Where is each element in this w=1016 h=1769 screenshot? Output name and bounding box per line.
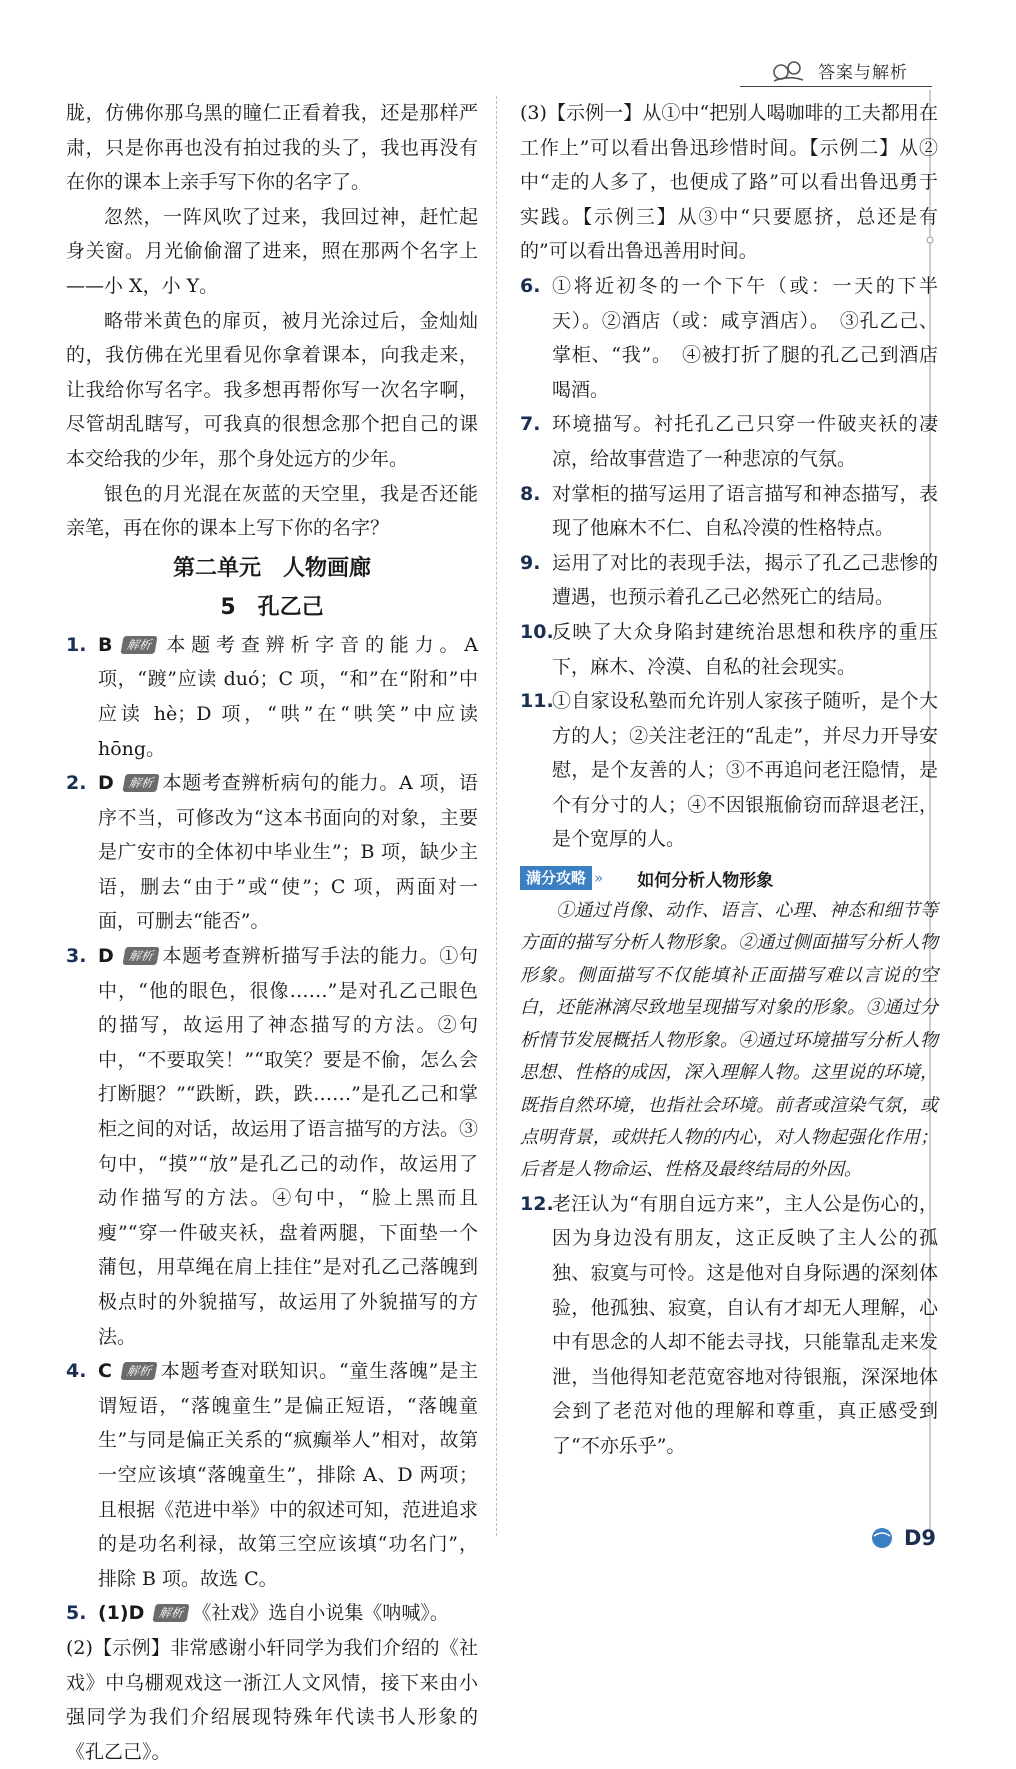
question-number: 2. xyxy=(66,772,87,795)
essay-paragraph: 忽然，一阵风吹了过来，我回过神，赶忙起身关窗。月光偷偷溜了进来，照在那两个名字上——小 X，小 Y。 xyxy=(66,205,478,297)
question-explanation: 《社戏》选自小说集《呐喊》。 xyxy=(192,1602,449,1625)
right-column xyxy=(520,96,938,1463)
essay-paragraph: 银色的月光混在灰蓝的天空里，我是否还能亲笔，再在你的课本上写下你的名字？ xyxy=(66,482,478,540)
question-explanation: 本题考查辨析字音的能力。A 项，“踱”应读 duó；C 项，“和”在“附和”中应读 hè；D 项，“哄”在“哄笑”中应读 hōng。 xyxy=(98,633,478,760)
question-number: 12. xyxy=(520,1192,554,1215)
question-answer: 环境描写。衬托孔乙己只穿一件破夹袄的凄凉，给故事营造了一种悲凉的气氛。 xyxy=(552,413,938,470)
question-number: 11. xyxy=(520,690,554,713)
question-number: 9. xyxy=(520,551,541,574)
question-5-part-2: (2)【示例】非常感谢小轩同学为我们介绍的《社戏》中乌棚观戏这一浙江人文风情，接下来由小强同学为我们介绍展现特殊年代读书人形象的《孔乙己》。 xyxy=(66,1636,478,1763)
question-item xyxy=(520,1187,938,1464)
answer-choice: D xyxy=(98,772,114,795)
unit-title: 第二单元 人物画廊 xyxy=(172,555,371,581)
analysis-tag: 解析 xyxy=(120,1362,157,1380)
question-item xyxy=(520,546,938,615)
header-title: 答案与解析 xyxy=(818,63,908,83)
question-number: 8. xyxy=(520,482,541,505)
question-answer: 反映了大众身陷封建统治思想和秩序的重压下，麻木、冷漠、自私的社会现实。 xyxy=(552,620,938,678)
tip-title: 如何分析人物形象 xyxy=(637,870,774,891)
question-item xyxy=(520,615,938,684)
question-answer: 老汪认为“有朋自远方来”，主人公是伤心的，因为身边没有朋友，这正反映了主人公的孤独、寂寞与可怜。这是他对自身际遇的深刻体验，他孤独、寂寞，自认有才却无人理解，心中有思念的人却不能去寻找，只能靠乱走来发泄，当他得知老范宽容地对待银瓶，深深地体会到了老范对他的理解和尊重，真正感受到了“不亦乐乎”。 xyxy=(552,1192,938,1457)
answer-choice: D xyxy=(98,945,114,968)
tip-badge: 满分攻略 xyxy=(520,866,592,890)
essay-paragraph: 胧，仿佛你那乌黑的瞳仁正看着我，还是那样严肃，只是你再也没有拍过我的头了，我也再没有在你的课本上亲手写下你的名字了。 xyxy=(66,102,478,194)
question-number: 6. xyxy=(520,274,541,297)
question-5-part-3: (3)【示例一】从①中“把别人喝咖啡的工夫都用在工作上”可以看出鲁迅珍惜时间。【示例二】从②中“走的人多了，也便成了路”可以看出鲁迅勇于实践。【示例三】从③中“只要愿挤，总还是有的”可以看出鲁迅善用时间。 xyxy=(520,102,938,263)
question-item xyxy=(66,939,478,1354)
question-answer: ①自家设私塾而允许别人家孩子随听，是个大方的人；②关注老汪的“乱走”，并尽力开导安慰，是个友善的人；③不再追问老汪隐情，是个有分寸的人；④不因银瓶偷窃而辞退老汪，是个宽厚的人。 xyxy=(552,690,938,851)
page-header xyxy=(770,58,908,83)
question-answer: ①将近初冬的一个下午（或：一天的下半天）。②酒店（或：咸亨酒店）。 ③孔乙己、掌柜、“我”。 ④被打折了腿的孔乙己到酒店喝酒。 xyxy=(552,274,938,401)
question-item xyxy=(520,269,938,407)
question-number: 4. xyxy=(66,1360,87,1383)
analysis-tag: 解析 xyxy=(153,1604,190,1622)
question-answer: 对掌柜的描写运用了语言描写和神态描写，表现了他麻木不仁、自私冷漠的性格特点。 xyxy=(552,482,938,540)
left-column xyxy=(66,96,478,1769)
analysis-tag: 解析 xyxy=(122,774,159,792)
question-item xyxy=(66,628,478,766)
tip-text: ①通过肖像、动作、语言、心理、神态和细节等方面的描写分析人物形象。②通过侧面描写分析人物形象。侧面描写不仅能填补正面描写难以言说的空白，还能淋漓尽致地呈现描写对象的形象。③通过分析情节发展概括人物形象。④通过环境描写分析人物思想、性格的成因，深入理解人物。这里说的环境，既指自然环境，也指社会环境。前者或渲染气氛，或点明背景，或烘托人物的内心，对人物起强化作用；后者是人物命运、性格及最终结局的外因。 xyxy=(520,900,938,1181)
question-answer: 运用了对比的表现手法，揭示了孔乙己悲惨的遭遇，也预示着孔乙己必然死亡的结局。 xyxy=(552,551,938,609)
cartoon-face-icon xyxy=(770,59,806,83)
page-number: D9 xyxy=(904,1526,937,1550)
globe-icon xyxy=(868,1526,896,1550)
tip-header xyxy=(520,861,938,895)
essay-paragraph: 略带米黄色的扉页，被月光涂过后，金灿灿的，我仿佛在光里看见你拿着课本，向我走来，让我给你写名字。我多想再帮你写一次名字啊，尽管胡乱瞎写，可我真的很想念那个把自己的课本交给我的少年，那个身处远方的少年。 xyxy=(66,309,478,470)
question-item xyxy=(66,1354,478,1596)
answer-choice: (1)D xyxy=(98,1602,145,1625)
question-number: 5. xyxy=(66,1602,87,1625)
question-number: 7. xyxy=(520,413,541,436)
question-item xyxy=(520,477,938,546)
lesson-title: 5 孔乙己 xyxy=(220,594,324,620)
question-number: 10. xyxy=(520,620,554,643)
question-explanation: 本题考查辨析描写手法的能力。①句中，“他的眼色，很像……”是对孔乙己眼色的描写，故运用了神态描写的方法。②句中，“不要取笑！”“取笑？要是不偷，怎么会打断腿？”“跌断，跌，跌……”是孔乙己和掌柜之间的对话，故运用了语言描写的方法。③句中，“摸”“放”是孔乙己的动作，故运用了动作描写的方法。④句中，“脸上黑而且瘦”“穿一件破夹袄，盘着两腿，下面垫一个蒲包，用草绳在肩上挂住”是对孔乙己落魄到极点时的外貌描写，故运用了外貌描写的方法。 xyxy=(98,945,479,1348)
page-footer xyxy=(868,1526,936,1550)
question-item xyxy=(66,766,478,939)
question-number: 3. xyxy=(66,945,87,968)
double-chevron-icon: » xyxy=(594,869,604,888)
question-explanation: 本题考查对联知识。“童生落魄”是主谓短语，“落魄童生”是偏正短语，“落魄童生”与同是偏正关系的“疯癫举人”相对，故第一空应该填“落魄童生”，排除 A、D 两项；且根据《范进中举》中的叙述可知，范进追求的是功名利禄，故第三空应该填“功名门”，排除 B 项。故选 C。 xyxy=(98,1360,479,1590)
question-item xyxy=(66,1596,478,1631)
analysis-tag: 解析 xyxy=(121,636,158,654)
analysis-tag: 解析 xyxy=(122,947,159,965)
answer-choice: C xyxy=(98,1360,112,1383)
answer-choice: B xyxy=(98,633,113,656)
question-number: 1. xyxy=(66,633,87,656)
column-divider xyxy=(496,96,497,1536)
question-explanation: 本题考查辨析病句的能力。A 项，语序不当，可修改为“这本书面向的对象，主要是广安市的全体初中毕业生”；B 项，缺少主语，删去“由于”或“使”；C 项，两面对一面，可删去“能否”。 xyxy=(98,772,478,933)
question-item xyxy=(520,407,938,476)
header-rule xyxy=(740,86,932,87)
tip-body xyxy=(520,895,938,1187)
question-item xyxy=(520,684,938,857)
